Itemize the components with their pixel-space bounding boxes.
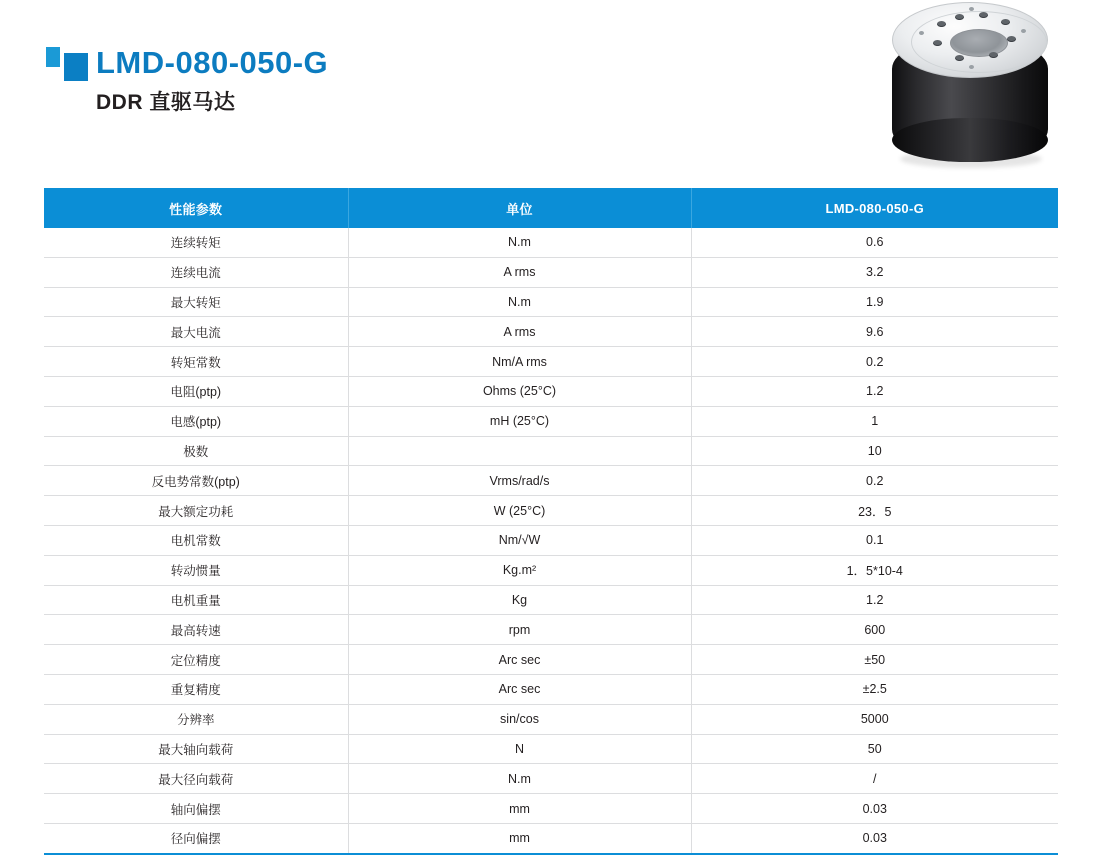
motor-bolt-hole [933,40,942,46]
cell-unit: Ohms (25°C) [348,376,691,406]
cell-unit: W (25°C) [348,496,691,526]
cell-parameter: 电阻(ptp) [44,376,348,406]
cell-unit: sin/cos [348,704,691,734]
column-header-model: LMD-080-050-G [691,188,1058,228]
motor-screw [969,7,974,11]
cell-parameter: 轴向偏摆 [44,794,348,824]
spec-table [44,188,1058,853]
table-row [44,466,1058,496]
cell-unit: A rms [348,317,691,347]
cell-parameter: 最高转速 [44,615,348,645]
cell-unit: N [348,734,691,764]
cell-unit: A rms [348,257,691,287]
table-row [44,376,1058,406]
motor-bolt-hole [955,14,964,20]
table-row [44,764,1058,794]
page-subtitle: DDR 直驱马达 [96,91,236,114]
column-header-unit: 单位 [348,188,691,228]
table-row [44,496,1058,526]
table-header-row [44,188,1058,228]
cell-parameter: 转矩常数 [44,347,348,377]
cell-value: / [691,764,1058,794]
cell-parameter: 径向偏摆 [44,823,348,852]
ddr-motor-photo [884,0,1058,178]
cell-value: 0.2 [691,347,1058,377]
motor-screw [1021,29,1026,33]
cell-value: 600 [691,615,1058,645]
table-row [44,436,1058,466]
cell-parameter: 重复精度 [44,674,348,704]
cell-parameter: 最大电流 [44,317,348,347]
table-row [44,585,1058,615]
motor-bolt-hole [955,55,964,61]
table-row [44,257,1058,287]
table-row [44,555,1058,585]
table-row [44,406,1058,436]
table-row [44,347,1058,377]
table-bottom-rule [44,853,1058,855]
cell-value: 23．5 [691,496,1058,526]
motor-hub [950,29,1008,57]
cell-value: 0.03 [691,794,1058,824]
cell-unit: N.m [348,287,691,317]
cell-value: 50 [691,734,1058,764]
table-row [44,615,1058,645]
cell-value: 0.6 [691,228,1058,257]
cell-parameter: 极数 [44,436,348,466]
motor-screw [969,65,974,69]
spec-table-header [44,188,1058,228]
table-row [44,287,1058,317]
table-row [44,674,1058,704]
cell-unit: Vrms/rad/s [348,466,691,496]
cell-parameter: 最大转矩 [44,287,348,317]
motor-body-lower [892,118,1048,162]
cell-unit: Kg [348,585,691,615]
spec-table-body [44,228,1058,853]
cell-parameter: 连续转矩 [44,228,348,257]
cell-value: 1.2 [691,585,1058,615]
cell-unit [348,436,691,466]
motor-bolt-hole [1007,36,1016,42]
motor-bolt-hole [979,12,988,18]
cell-value: 5000 [691,704,1058,734]
cell-value: 1 [691,406,1058,436]
cell-parameter: 最大径向载荷 [44,764,348,794]
cell-unit: Arc sec [348,645,691,675]
cell-parameter: 电机常数 [44,525,348,555]
cell-unit: mH (25°C) [348,406,691,436]
cell-value: 1．5*10-4 [691,555,1058,585]
cell-value: 3.2 [691,257,1058,287]
table-row [44,704,1058,734]
cell-parameter: 电感(ptp) [44,406,348,436]
cell-parameter: 分辨率 [44,704,348,734]
logo-squares-icon [46,47,88,81]
motor-bolt-hole [1001,19,1010,25]
cell-unit: Nm/√W [348,525,691,555]
cell-unit: mm [348,794,691,824]
motor-bolt-hole [989,52,998,58]
cell-unit: rpm [348,615,691,645]
cell-parameter: 电机重量 [44,585,348,615]
page-header [0,0,1102,178]
cell-parameter: 连续电流 [44,257,348,287]
cell-value: 1.9 [691,287,1058,317]
motor-top-face [892,2,1048,78]
cell-value: 0.1 [691,525,1058,555]
cell-value: 10 [691,436,1058,466]
title-block [96,44,328,118]
cell-unit: N.m [348,764,691,794]
column-header-parameter: 性能参数 [44,188,348,228]
table-row [44,823,1058,852]
cell-value: 0.03 [862,831,887,846]
table-row [44,317,1058,347]
table-row [44,794,1058,824]
motor-illustration [884,0,1058,178]
spec-table-container [44,188,1058,855]
logo-square-right [64,53,88,81]
table-row [44,734,1058,764]
cell-value: 0.2 [691,466,1058,496]
cell-parameter: 反电势常数(ptp) [44,466,348,496]
motor-bolt-hole [937,21,946,27]
motor-screw [919,31,924,35]
cell-unit: Arc sec [348,674,691,704]
cell-parameter: 最大轴向载荷 [44,734,348,764]
cell-value: 1.2 [691,376,1058,406]
table-row [44,525,1058,555]
cell-unit: Nm/A rms [348,347,691,377]
page-title: LMD-080-050-G [96,45,329,80]
cell-value: ±50 [691,645,1058,675]
cell-unit: N.m [348,228,691,257]
cell-value: 9.6 [691,317,1058,347]
logo-square-left [46,47,60,67]
cell-unit: mm [348,823,691,852]
table-row [44,228,1058,257]
cell-value: ±2.5 [691,674,1058,704]
cell-parameter: 定位精度 [44,645,348,675]
cell-parameter: 最大额定功耗 [44,496,348,526]
cell-unit: Kg.m² [348,555,691,585]
table-row [44,645,1058,675]
cell-parameter: 转动惯量 [44,555,348,585]
